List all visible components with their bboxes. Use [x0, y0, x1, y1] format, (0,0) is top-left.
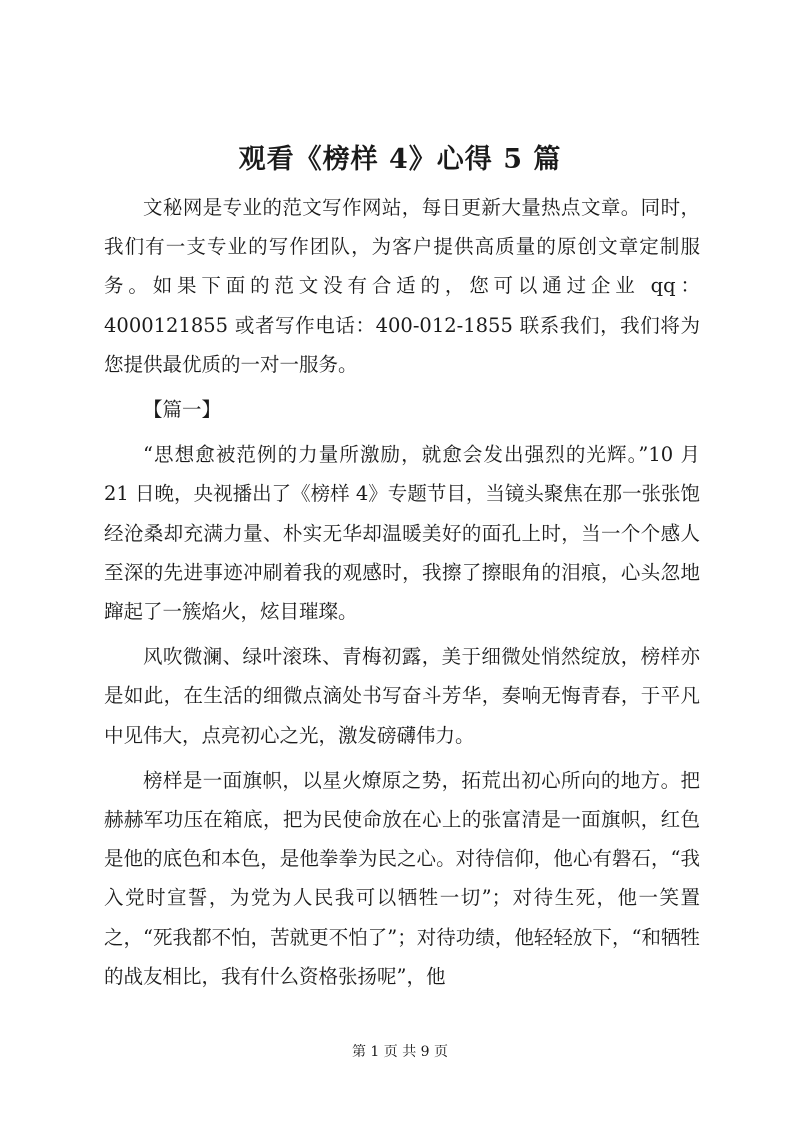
- document-body: [104, 188, 700, 996]
- section-heading: 【篇一】: [143, 398, 222, 422]
- body-paragraph-3: 榜样是一面旗帜，以星火燎原之势，拓荒出初心所向的地方。把赫赫军功压在箱底，把为民使命放在心上的张富清是一面旗帜，红色是他的底色和本色，是他拳拳为民之心。对待信仰，他心有磐石，“我入党时宣誓，为党为人民我可以牺牲一切”；对待生死，他一笑置之，“死我都不怕，苦就更不怕了”；对待功绩，他轻轻放下，“和牺牲的战友相比，我有什么资格张扬呢”，他: [104, 768, 700, 988]
- document-title: 观看《榜样 4》心得 5 篇: [238, 144, 562, 175]
- body-paragraph-1: “思想愈被范例的力量所激励，就愈会发出强烈的光辉。”10 月 21 日晚，央视播出了《榜样 4》专题节目，当镜头聚焦在那一张张饱经沧桑却充满力量、朴实无华却温暖美好的面孔上时，当一个个感人至深的先进事迹冲刷着我的观感时，我擦了擦眼角的泪痕，心头忽地蹿起了一簇焰火，炫目璀璨。: [104, 443, 700, 624]
- page-footer: 第 1 页 共 9 页: [351, 1044, 449, 1060]
- intro-paragraph: 文秘网是专业的范文写作网站，每日更新大量热点文章。同时，我们有一支专业的写作团队，为客户提供高质量的原创文章定制服务。如果下面的范文没有合适的，您可以通过企业 qq：4000121855 或者写作电话：400-012-1855 联系我们，我们将为您提供最优质的一对一服务。: [104, 196, 700, 376]
- body-paragraph-2: 风吹微澜、绿叶滚珠、青梅初露，美于细微处悄然绽放，榜样亦是如此，在生活的细微点滴处书写奋斗芳华，奏响无悔青春，于平凡中见伟大，点亮初心之光，激发磅礴伟力。: [104, 645, 700, 747]
